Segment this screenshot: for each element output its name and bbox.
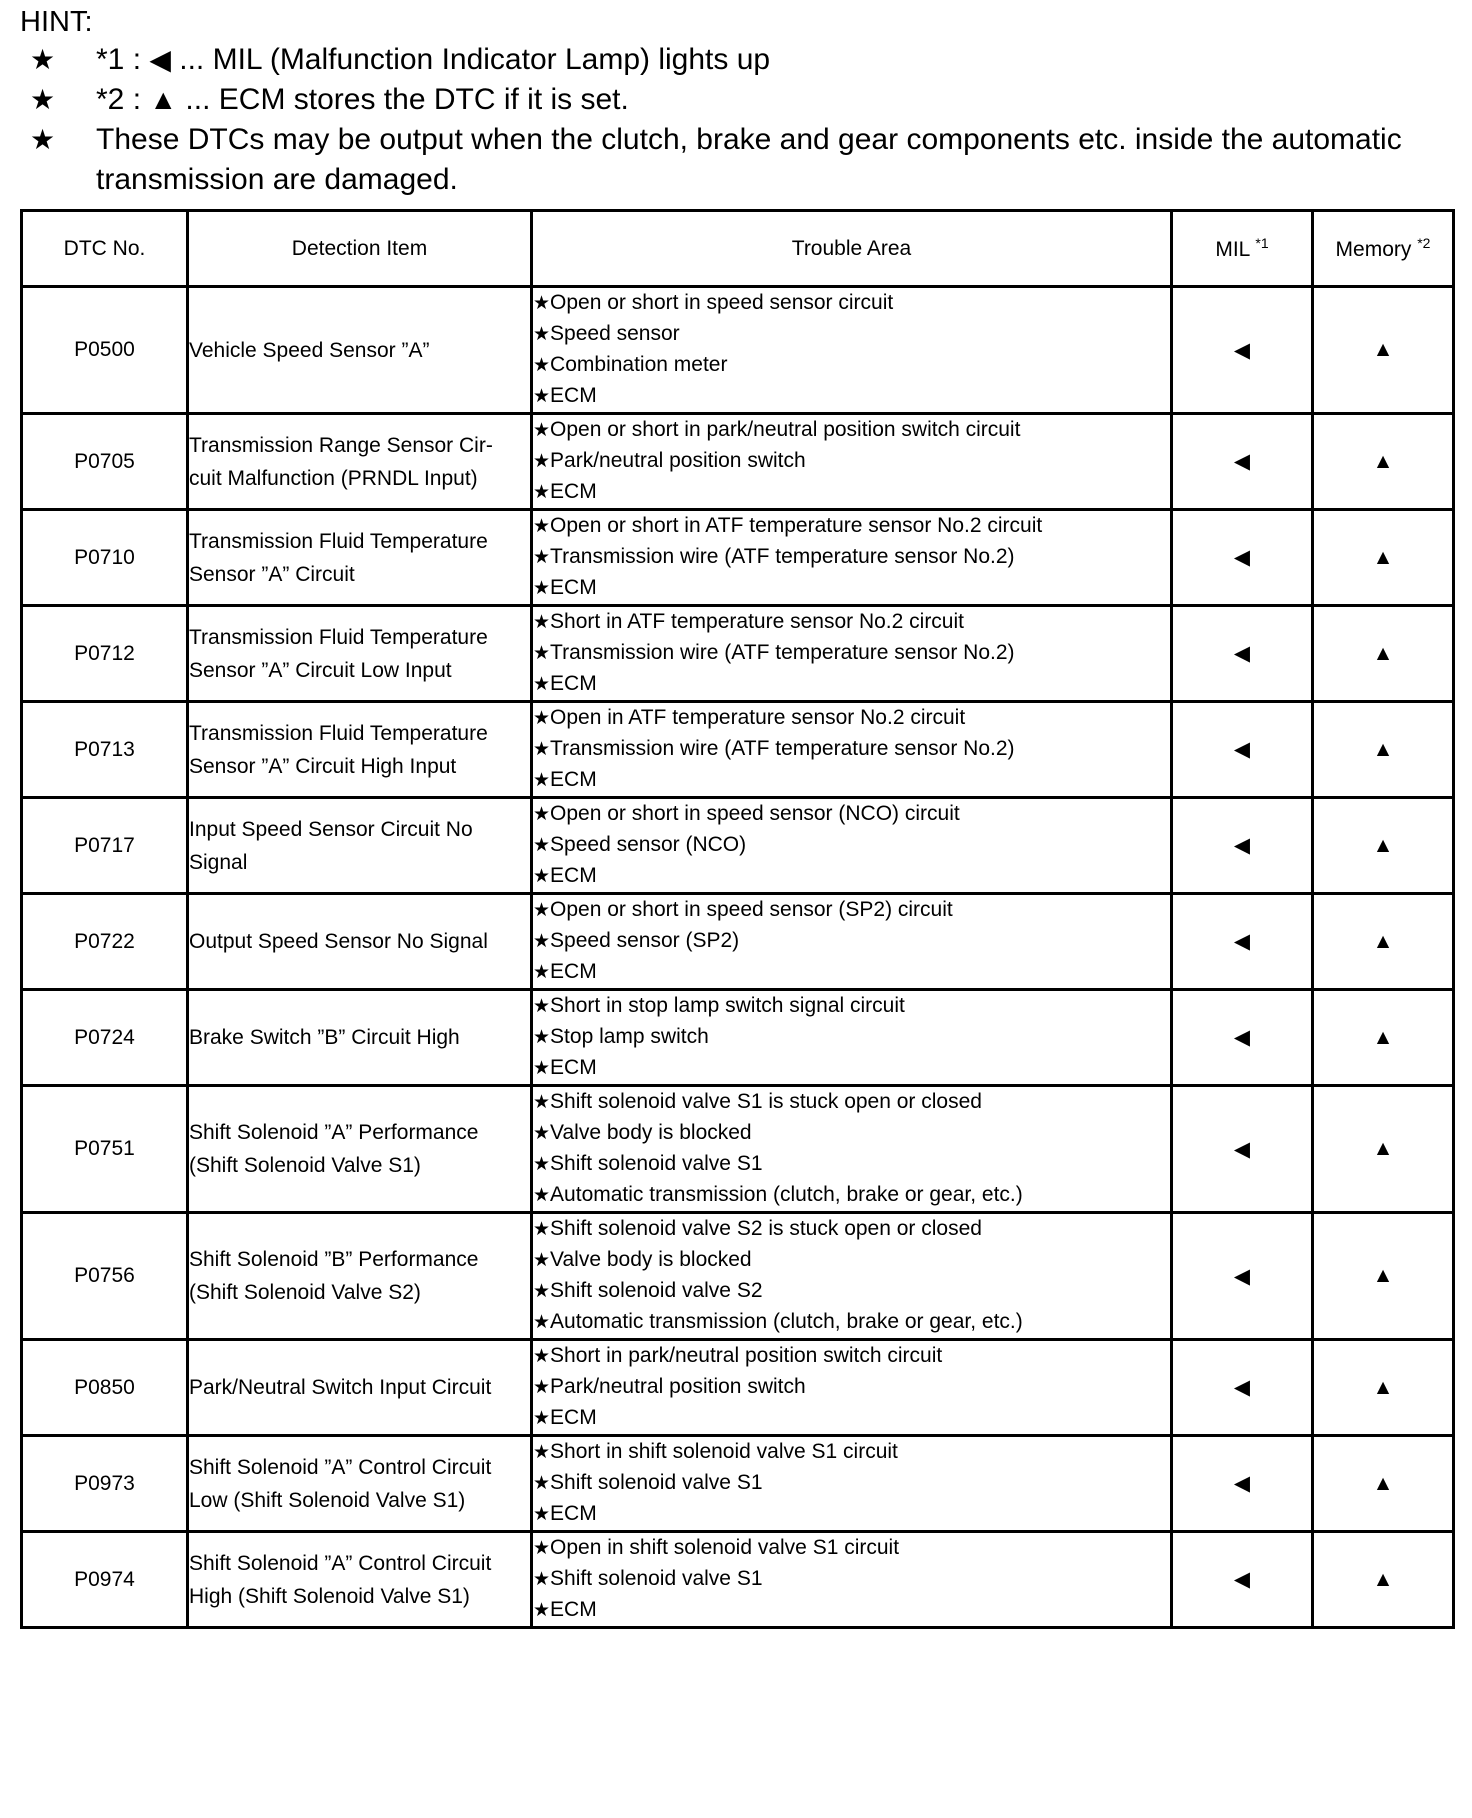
trouble-area — [532, 1213, 1172, 1340]
trouble-area-item — [533, 669, 1170, 700]
trouble-area-text: Open or short in speed sensor (SP2) circuit — [550, 898, 953, 921]
trouble-area-item — [533, 1053, 1170, 1084]
trouble-area-item — [533, 1372, 1170, 1403]
trouble-area-item — [533, 542, 1170, 573]
star-bullet-icon: ★ — [533, 386, 551, 407]
star-bullet-icon: ★ — [533, 643, 551, 664]
hint-line — [20, 120, 1460, 200]
mil-indicator-icon: ◀ — [1172, 1532, 1313, 1628]
star-bullet-icon: ★ — [533, 1219, 551, 1240]
table-row — [22, 414, 1454, 510]
trouble-area-item — [533, 1595, 1170, 1626]
trouble-area-text: Automatic transmission (clutch, brake or gear, etc.) — [550, 1183, 1023, 1206]
detection-item: Output Speed Sensor No Signal — [188, 894, 532, 990]
trouble-area-text: Park/neutral position switch — [550, 449, 806, 472]
trouble-area-item — [533, 1149, 1170, 1180]
trouble-area-text: ECM — [550, 1502, 597, 1525]
trouble-area — [532, 798, 1172, 894]
trouble-area-text: ECM — [550, 1406, 597, 1429]
star-bullet-icon: ★ — [533, 931, 551, 952]
table-row — [22, 1213, 1454, 1340]
trouble-area-item — [533, 1564, 1170, 1595]
detection-item: Input Speed Sensor Circuit No Signal — [188, 798, 532, 894]
header-mil-note: *1 — [1255, 235, 1269, 251]
detection-item: Park/Neutral Switch Input Circuit — [188, 1340, 532, 1436]
star-bullet-icon: ★ — [533, 578, 551, 599]
trouble-area-text: ECM — [550, 480, 597, 503]
header-memory-label: Memory — [1335, 238, 1412, 261]
trouble-area-text: ECM — [550, 384, 597, 407]
trouble-area-item — [533, 573, 1170, 604]
trouble-area-item — [533, 1276, 1170, 1307]
trouble-area-text: Transmission wire (ATF temperature sensor No.2) — [550, 545, 1015, 568]
star-bullet-icon: ★ — [533, 1442, 551, 1463]
mil-indicator-icon: ◀ — [1172, 702, 1313, 798]
trouble-area — [532, 894, 1172, 990]
mil-left-triangle-icon: ◀ — [149, 44, 171, 75]
star-bullet-icon: ★ — [533, 324, 551, 345]
star-bullet-icon: ★ — [533, 1185, 551, 1206]
star-bullet-icon: ★ — [533, 612, 551, 633]
memory-indicator-icon: ▲ — [1313, 606, 1454, 702]
trouble-area-item — [533, 1022, 1170, 1053]
star-bullet-icon: ★ — [533, 1027, 551, 1048]
trouble-area-item — [533, 1307, 1170, 1338]
trouble-area-item — [533, 288, 1170, 319]
star-bullet-icon: ★ — [533, 1312, 551, 1333]
memory-indicator-icon: ▲ — [1313, 510, 1454, 606]
trouble-area-text: ECM — [550, 864, 597, 887]
trouble-area — [532, 1340, 1172, 1436]
hint-title: HINT: — [20, 6, 93, 38]
hint-prefix: *1 : — [96, 43, 150, 76]
star-bullet-icon: ★ — [533, 996, 551, 1017]
dtc-code: P0850 — [22, 1340, 188, 1436]
detection-item: Transmission Fluid Temperature Sensor ”A” Circuit High Input — [188, 702, 532, 798]
star-bullet-icon: ★ — [533, 1504, 551, 1525]
table-row — [22, 1436, 1454, 1532]
table-row — [22, 1086, 1454, 1213]
memory-indicator-icon: ▲ — [1313, 1340, 1454, 1436]
header-dtc-no: DTC No. — [22, 211, 188, 287]
trouble-area-text: Short in ATF temperature sensor No.2 circuit — [550, 610, 964, 633]
mil-indicator-icon: ◀ — [1172, 1086, 1313, 1213]
memory-indicator-icon: ▲ — [1313, 798, 1454, 894]
trouble-area-item — [533, 511, 1170, 542]
mil-indicator-icon: ◀ — [1172, 287, 1313, 414]
trouble-area-text: Short in stop lamp switch signal circuit — [550, 994, 905, 1017]
trouble-area-item — [533, 799, 1170, 830]
trouble-area — [532, 990, 1172, 1086]
trouble-area-text: Park/neutral position switch — [550, 1375, 806, 1398]
trouble-area-text: ECM — [550, 1598, 597, 1621]
header-memory-note: *2 — [1417, 235, 1431, 251]
trouble-area-item — [533, 1403, 1170, 1434]
trouble-area-text: Speed sensor (NCO) — [550, 833, 747, 856]
detection-item: Vehicle Speed Sensor ”A” — [188, 287, 532, 414]
star-bullet-icon: ★ — [533, 1600, 551, 1621]
trouble-area-text: Valve body is blocked — [550, 1248, 752, 1271]
header-mil — [1172, 211, 1313, 287]
hint-description: ... MIL (Malfunction Indicator Lamp) lights up — [170, 43, 771, 76]
star-bullet-icon: ★ — [533, 866, 551, 887]
table-row — [22, 798, 1454, 894]
star-bullet-icon: ★ — [533, 1154, 551, 1175]
header-trouble-area: Trouble Area — [532, 211, 1172, 287]
dtc-table — [20, 209, 1455, 1629]
memory-up-triangle-icon: ▲ — [149, 84, 178, 115]
star-bullet-icon: ★ — [533, 1408, 551, 1429]
star-bullet-icon: ★ — [533, 1377, 551, 1398]
memory-indicator-icon: ▲ — [1313, 1086, 1454, 1213]
trouble-area-item — [533, 861, 1170, 892]
table-header-row — [22, 211, 1454, 287]
trouble-area-item — [533, 734, 1170, 765]
table-row — [22, 894, 1454, 990]
dtc-code: P0717 — [22, 798, 188, 894]
star-bullet-icon: ★ — [533, 482, 551, 503]
dtc-code: P0973 — [22, 1436, 188, 1532]
trouble-area-text: Transmission wire (ATF temperature sensor No.2) — [550, 641, 1015, 664]
mil-indicator-icon: ◀ — [1172, 1340, 1313, 1436]
trouble-area-text: Transmission wire (ATF temperature sensor No.2) — [550, 737, 1015, 760]
trouble-area-item — [533, 415, 1170, 446]
trouble-area-text: Speed sensor (SP2) — [550, 929, 740, 952]
memory-indicator-icon: ▲ — [1313, 894, 1454, 990]
detection-item: Transmission Fluid Temperature Sensor ”A” Circuit — [188, 510, 532, 606]
trouble-area-item — [533, 1533, 1170, 1564]
trouble-area-item — [533, 957, 1170, 988]
trouble-area-text: Shift solenoid valve S2 is stuck open or closed — [550, 1217, 982, 1240]
star-icon: ★ — [30, 124, 56, 155]
hint-line — [20, 40, 1460, 80]
dtc-code: P0974 — [22, 1532, 188, 1628]
trouble-area-item — [533, 607, 1170, 638]
star-bullet-icon: ★ — [533, 1473, 551, 1494]
trouble-area — [532, 1436, 1172, 1532]
memory-indicator-icon: ▲ — [1313, 1436, 1454, 1532]
memory-indicator-icon: ▲ — [1313, 1213, 1454, 1340]
trouble-area-text: Shift solenoid valve S1 is stuck open or closed — [550, 1090, 982, 1113]
trouble-area — [532, 1086, 1172, 1213]
trouble-area-text: Short in shift solenoid valve S1 circuit — [550, 1440, 898, 1463]
mil-indicator-icon: ◀ — [1172, 414, 1313, 510]
hint-section — [20, 4, 1460, 200]
trouble-area-item — [533, 926, 1170, 957]
star-bullet-icon: ★ — [533, 1092, 551, 1113]
trouble-area-text: Short in park/neutral position switch circuit — [550, 1344, 943, 1367]
mil-indicator-icon: ◀ — [1172, 990, 1313, 1086]
dtc-code: P0500 — [22, 287, 188, 414]
trouble-area-text: Combination meter — [550, 353, 728, 376]
table-row — [22, 1340, 1454, 1436]
header-mil-label: MIL — [1215, 238, 1250, 261]
mil-indicator-icon: ◀ — [1172, 1436, 1313, 1532]
detection-item: Transmission Range Sensor Cir- cuit Malfunction (PRNDL Input) — [188, 414, 532, 510]
trouble-area — [532, 287, 1172, 414]
memory-indicator-icon: ▲ — [1313, 414, 1454, 510]
header-detection-item: Detection Item — [188, 211, 532, 287]
star-bullet-icon: ★ — [533, 1281, 551, 1302]
detection-item: Shift Solenoid ”B” Performance (Shift Solenoid Valve S2) — [188, 1213, 532, 1340]
dtc-code: P0705 — [22, 414, 188, 510]
dtc-code: P0751 — [22, 1086, 188, 1213]
trouble-area-item — [533, 446, 1170, 477]
trouble-area-text: Shift solenoid valve S1 — [550, 1471, 763, 1494]
star-bullet-icon: ★ — [533, 708, 551, 729]
dtc-code: P0722 — [22, 894, 188, 990]
star-bullet-icon: ★ — [533, 547, 551, 568]
star-bullet-icon: ★ — [533, 420, 551, 441]
detection-item: Shift Solenoid ”A” Control Circuit Low (Shift Solenoid Valve S1) — [188, 1436, 532, 1532]
memory-indicator-icon: ▲ — [1313, 702, 1454, 798]
dtc-code: P0710 — [22, 510, 188, 606]
trouble-area-text: ECM — [550, 768, 597, 791]
memory-indicator-icon: ▲ — [1313, 1532, 1454, 1628]
dtc-code: P0713 — [22, 702, 188, 798]
dtc-code: P0712 — [22, 606, 188, 702]
mil-indicator-icon: ◀ — [1172, 798, 1313, 894]
detection-item: Brake Switch ”B” Circuit High — [188, 990, 532, 1086]
mil-indicator-icon: ◀ — [1172, 894, 1313, 990]
trouble-area-text: Valve body is blocked — [550, 1121, 752, 1144]
trouble-area-text: Open in ATF temperature sensor No.2 circuit — [550, 706, 966, 729]
star-icon: ★ — [30, 84, 56, 115]
dtc-code: P0724 — [22, 990, 188, 1086]
hint-prefix: *2 : — [96, 83, 150, 116]
trouble-area-item — [533, 765, 1170, 796]
trouble-area-item — [533, 1118, 1170, 1149]
star-icon: ★ — [30, 44, 56, 75]
trouble-area — [532, 702, 1172, 798]
detection-item: Shift Solenoid ”A” Control Circuit High (Shift Solenoid Valve S1) — [188, 1532, 532, 1628]
hint-description: These DTCs may be output when the clutch, brake and gear components etc. inside the automatic transmission are damaged. — [96, 123, 1402, 196]
trouble-area-item — [533, 1245, 1170, 1276]
star-bullet-icon: ★ — [533, 1250, 551, 1271]
star-bullet-icon: ★ — [533, 516, 551, 537]
header-memory — [1313, 211, 1454, 287]
star-bullet-icon: ★ — [533, 1058, 551, 1079]
dtc-code: P0756 — [22, 1213, 188, 1340]
table-row — [22, 702, 1454, 798]
hint-text — [96, 80, 1460, 120]
trouble-area-text: Shift solenoid valve S1 — [550, 1567, 763, 1590]
trouble-area-text: ECM — [550, 1056, 597, 1079]
star-bullet-icon: ★ — [533, 962, 551, 983]
star-bullet-icon: ★ — [533, 835, 551, 856]
trouble-area-item — [533, 1468, 1170, 1499]
trouble-area-item — [533, 350, 1170, 381]
trouble-area-item — [533, 991, 1170, 1022]
table-row — [22, 990, 1454, 1086]
trouble-area-item — [533, 830, 1170, 861]
trouble-area-text: Automatic transmission (clutch, brake or gear, etc.) — [550, 1310, 1023, 1333]
trouble-area-item — [533, 1214, 1170, 1245]
trouble-area-item — [533, 703, 1170, 734]
star-bullet-icon: ★ — [533, 1538, 551, 1559]
trouble-area-text: Shift solenoid valve S1 — [550, 1152, 763, 1175]
mil-indicator-icon: ◀ — [1172, 606, 1313, 702]
trouble-area-item — [533, 1499, 1170, 1530]
star-bullet-icon: ★ — [533, 770, 551, 791]
star-bullet-icon: ★ — [533, 804, 551, 825]
star-bullet-icon: ★ — [533, 451, 551, 472]
trouble-area-item — [533, 895, 1170, 926]
trouble-area-text: Stop lamp switch — [550, 1025, 709, 1048]
trouble-area — [532, 606, 1172, 702]
table-row — [22, 606, 1454, 702]
star-bullet-icon: ★ — [533, 739, 551, 760]
trouble-area-text: Speed sensor — [550, 322, 680, 345]
detection-item: Transmission Fluid Temperature Sensor ”A” Circuit Low Input — [188, 606, 532, 702]
trouble-area-text: Open or short in park/neutral position switch circuit — [550, 418, 1021, 441]
trouble-area-text: ECM — [550, 576, 597, 599]
table-row — [22, 510, 1454, 606]
trouble-area-text: ECM — [550, 672, 597, 695]
hint-text — [96, 40, 1460, 80]
trouble-area-text: Open in shift solenoid valve S1 circuit — [550, 1536, 900, 1559]
table-row — [22, 287, 1454, 414]
star-bullet-icon: ★ — [533, 674, 551, 695]
star-bullet-icon: ★ — [533, 293, 551, 314]
trouble-area-item — [533, 638, 1170, 669]
table-body — [22, 287, 1454, 1628]
trouble-area-text: Shift solenoid valve S2 — [550, 1279, 763, 1302]
trouble-area-item — [533, 477, 1170, 508]
memory-indicator-icon: ▲ — [1313, 287, 1454, 414]
trouble-area — [532, 414, 1172, 510]
trouble-area — [532, 510, 1172, 606]
star-bullet-icon: ★ — [533, 1346, 551, 1367]
trouble-area-item — [533, 319, 1170, 350]
star-bullet-icon: ★ — [533, 900, 551, 921]
mil-indicator-icon: ◀ — [1172, 1213, 1313, 1340]
trouble-area-text: Open or short in speed sensor (NCO) circuit — [550, 802, 960, 825]
star-bullet-icon: ★ — [533, 1123, 551, 1144]
detection-item: Shift Solenoid ”A” Performance (Shift Solenoid Valve S1) — [188, 1086, 532, 1213]
mil-indicator-icon: ◀ — [1172, 510, 1313, 606]
memory-indicator-icon: ▲ — [1313, 990, 1454, 1086]
trouble-area-item — [533, 381, 1170, 412]
star-bullet-icon: ★ — [533, 355, 551, 376]
trouble-area-item — [533, 1180, 1170, 1211]
trouble-area-text: ECM — [550, 960, 597, 983]
trouble-area-item — [533, 1437, 1170, 1468]
table-row — [22, 1532, 1454, 1628]
hint-description: ... ECM stores the DTC if it is set. — [177, 83, 629, 116]
trouble-area-item — [533, 1087, 1170, 1118]
trouble-area — [532, 1532, 1172, 1628]
trouble-area-text: Open or short in speed sensor circuit — [550, 291, 894, 314]
trouble-area-text: Open or short in ATF temperature sensor No.2 circuit — [550, 514, 1043, 537]
hint-line — [20, 80, 1460, 120]
trouble-area-item — [533, 1341, 1170, 1372]
star-bullet-icon: ★ — [533, 1569, 551, 1590]
